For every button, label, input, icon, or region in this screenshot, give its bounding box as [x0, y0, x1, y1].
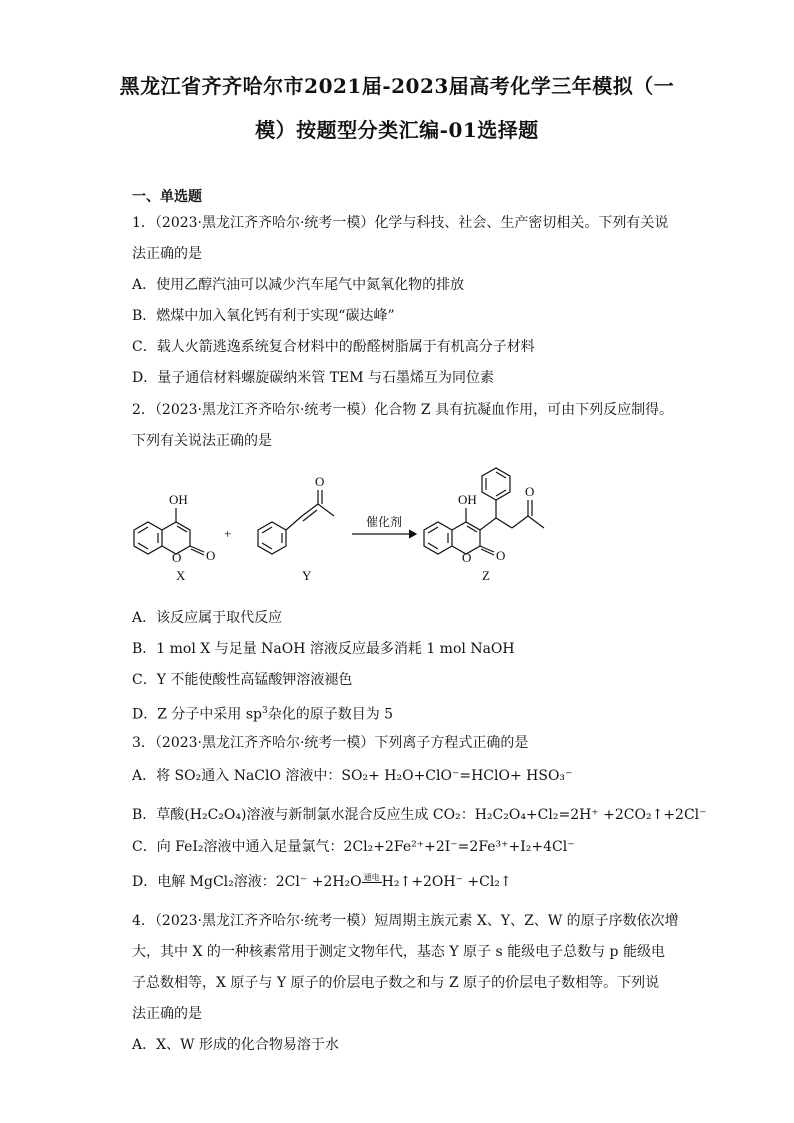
- q4-stem-line3: 子总数相等，X 原子与 Y 原子的价层电子数之和与 Z 原子的价层电子数相等。下列说: [132, 975, 660, 991]
- q3-option-d: [132, 873, 512, 891]
- y-carbonyl-o-label: O: [315, 474, 325, 489]
- section-heading: 一、单选题: [132, 189, 202, 205]
- q2-option-d-sup: 3: [262, 706, 268, 716]
- catalyst-label: 催化剂: [366, 515, 403, 529]
- compound-y-label: Y: [302, 568, 312, 583]
- reaction-scheme: [120, 450, 680, 600]
- q1-option-d: D．量子通信材料螺旋碳纳米管 TEM 与石墨烯互为同位素: [132, 370, 495, 386]
- z-ketone-o-label: O: [525, 484, 535, 499]
- q2-option-a: A．该反应属于取代反应: [132, 610, 283, 626]
- q2-stem-line2: 下列有关说法正确的是: [132, 433, 272, 449]
- x-oh-label: OH: [169, 492, 188, 507]
- z-ring-o-label: O: [462, 550, 472, 565]
- z-oh-label: OH: [458, 492, 477, 507]
- electrolysis-condition: 通电: [363, 873, 380, 882]
- q2-option-c: C．Y 不能使酸性高锰酸钾溶液褪色: [132, 672, 353, 688]
- q1-stem-line1: 1．（2023·黑龙江齐齐哈尔·统考一模）化学与科技、社会、生产密切相关。下列有关说: [132, 215, 669, 231]
- q2-stem-line1: 2．（2023·黑龙江齐齐哈尔·统考一模）化合物 Z 具有抗凝血作用，可由下列反应制得。: [132, 402, 674, 418]
- q2-option-b: B．1 mol X 与足量 NaOH 溶液反应最多消耗 1 mol NaOH: [132, 641, 515, 657]
- q4-stem-line2: 大，其中 X 的一种核素常用于测定文物年代，基态 Y 原子 s 能级电子总数与 p 能级电: [132, 944, 665, 960]
- q1-option-b: B．燃煤中加入氧化钙有利于实现“碳达峰”: [132, 308, 395, 324]
- document-title-line1: 黑龙江省齐齐哈尔市2021届-2023届高考化学三年模拟（一: [119, 74, 675, 98]
- plus-sign: +: [224, 526, 232, 541]
- q3-stem: 3．（2023·黑龙江齐齐哈尔·统考一模）下列离子方程式正确的是: [132, 735, 529, 751]
- compound-x-label: X: [176, 568, 186, 583]
- q4-stem-line4: 法正确的是: [132, 1006, 202, 1022]
- q3-option-b: B．草酸(H₂C₂O₄)溶液与新制氯水混合反应生成 CO₂：H₂C₂O₄+Cl₂=2H⁺ +2CO₂↑+2Cl⁻: [132, 807, 707, 823]
- q4-option-a: A．X、W 形成的化合物易溶于水: [132, 1037, 339, 1053]
- q1-stem-line2: 法正确的是: [132, 246, 202, 262]
- q1-option-a: A．使用乙醇汽油可以减少汽车尾气中氮氧化物的排放: [132, 277, 465, 293]
- q1-option-c: C．载人火箭逃逸系统复合材料中的酚醛树脂属于有机高分子材料: [132, 339, 535, 355]
- document-title-line2: 模）按题型分类汇编-01选择题: [255, 118, 539, 142]
- x-carbonyl-o-label: O: [206, 548, 216, 563]
- q2-option-d: [132, 702, 393, 724]
- q3-option-d-pre: D．电解 MgCl₂溶液：2Cl⁻ +2H₂O: [132, 874, 362, 890]
- z-carbonyl-o-label: O: [496, 548, 506, 563]
- q4-stem-line1: 4．（2023·黑龙江齐齐哈尔·统考一模）短周期主族元素 X、Y、Z、W 的原子序数依次增: [132, 913, 679, 929]
- q3-option-a: A．将 SO₂通入 NaClO 溶液中：SO₂+ H₂O+ClO⁻=HClO+ HSO₃⁻: [132, 768, 573, 784]
- q3-option-d-post: H₂↑+2OH⁻ +Cl₂↑: [381, 874, 512, 890]
- q2-option-d-pre: D．Z 分子中采用 sp: [132, 706, 262, 723]
- compound-z-label: Z: [482, 568, 490, 583]
- q2-option-d-post: 杂化的原子数目为 5: [267, 706, 394, 723]
- x-ring-o-label: O: [172, 550, 182, 565]
- q3-option-c: C．向 FeI₂溶液中通入足量氯气：2Cl₂+2Fe²⁺+2I⁻=2Fe³⁺+I₂+4Cl⁻: [132, 839, 575, 855]
